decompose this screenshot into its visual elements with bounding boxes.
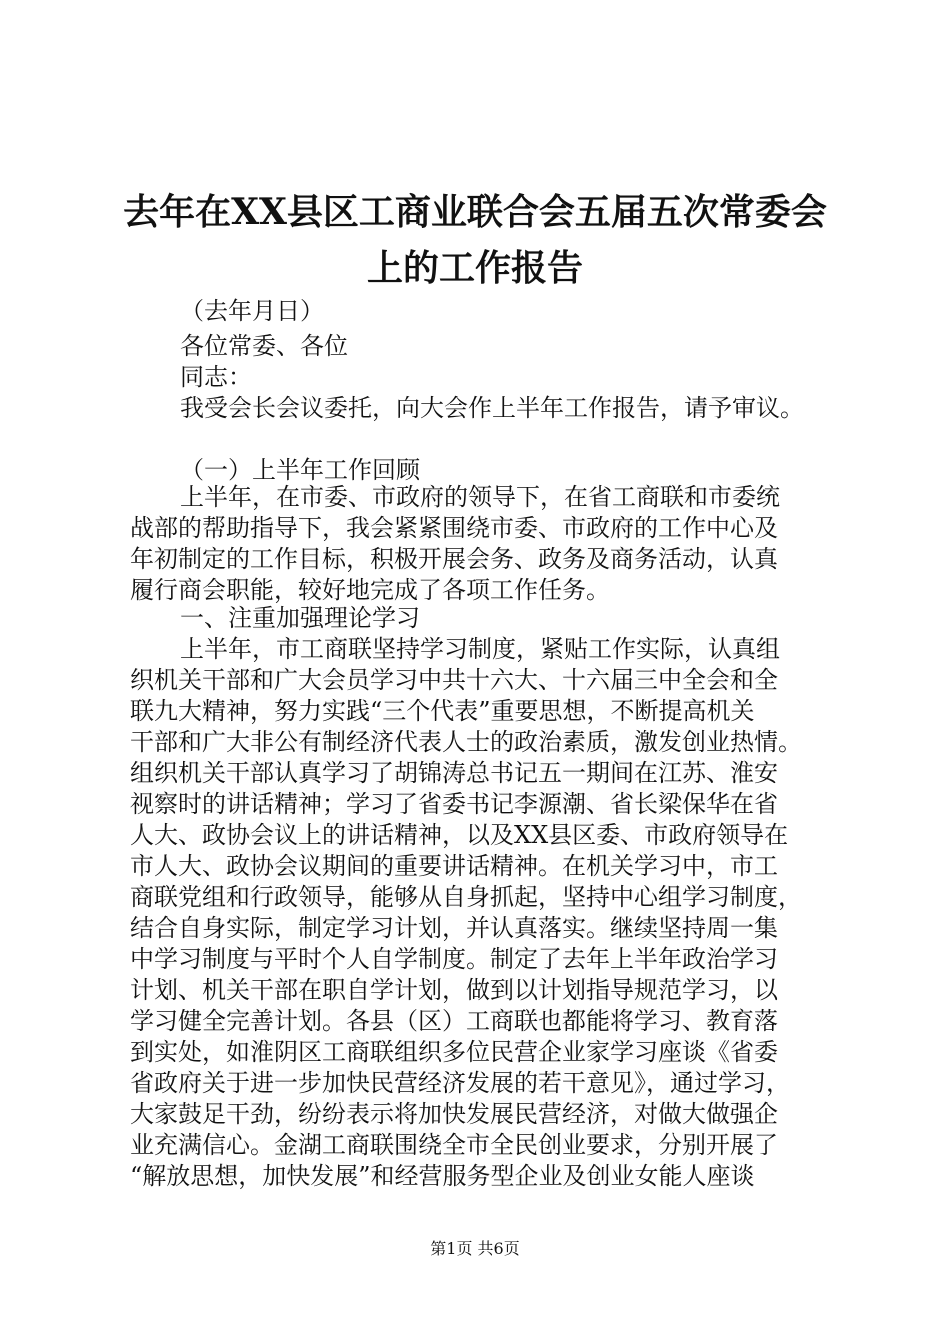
- document-title-line-1: 去年在XX县区工商业联合会五届五次常委会: [123, 191, 827, 233]
- paragraph-2-line: 计划、机关干部在职自学计划，做到以计划指导规范学习，以: [130, 976, 778, 1004]
- paragraph-2-line: 结合自身实际，制定学习计划，并认真落实。继续坚持周一集: [130, 914, 778, 942]
- salutation-line-1: 各位常委、各位: [180, 332, 348, 360]
- subheading-1: 一、注重加强理论学习: [180, 604, 420, 632]
- paragraph-2-line: 市人大、政协会议期间的重要讲话精神。在机关学习中，市工: [130, 852, 778, 880]
- paragraph-2-line: 到实处，如淮阴区工商联组织多位民营企业家学习座谈《省委: [130, 1038, 778, 1066]
- document-title-line-2: 上的工作报告: [366, 247, 583, 289]
- paragraph-2-line: 人大、政协会议上的讲话精神，以及XX县区委、市政府领导在: [130, 821, 789, 849]
- paragraph-2-line: 省政府关于进一步加快民营经济发展的若干意见》，通过学习，: [130, 1069, 790, 1097]
- intro-paragraph: 我受会长会议委托，向大会作上半年工作报告，请予审议。: [180, 394, 804, 422]
- paragraph-2-line: 大家鼓足干劲，纷纷表示将加快发展民营经济，对做大做强企: [130, 1100, 778, 1128]
- section-heading: （一）上半年工作回顾: [180, 456, 420, 484]
- paragraph-2-line: 中学习制度与平时个人自学制度。制定了去年上半年政治学习: [130, 945, 778, 973]
- paragraph-2-line: 上半年，市工商联坚持学习制度，紧贴工作实际，认真组: [180, 635, 780, 663]
- paragraph-2-line: 干部和广大非公有制经济代表人士的政治素质，激发创业热情。: [130, 728, 802, 756]
- paragraph-2-line: “解放思想，加快发展”和经营服务型企业及创业女能人座谈: [130, 1162, 755, 1190]
- paragraph-2-line: 织机关干部和广大会员学习中共十六大、十六届三中全会和全: [130, 666, 778, 694]
- paragraph-1-line: 年初制定的工作目标，积极开展会务、政务及商务活动，认真: [130, 545, 778, 573]
- paragraph-1-line: 战部的帮助指导下，我会紧紧围绕市委、市政府的工作中心及: [130, 514, 778, 542]
- paragraph-2-line: 联九大精神，努力实践“三个代表”重要思想，不断提高机关: [130, 697, 755, 725]
- paragraph-1-line: 履行商会职能，较好地完成了各项工作任务。: [130, 576, 610, 604]
- paragraph-2-line: 商联党组和行政领导，能够从自身抓起，坚持中心组学习制度，: [130, 883, 802, 911]
- paragraph-2-line: 组织机关干部认真学习了胡锦涛总书记五一期间在江苏、淮安: [130, 759, 778, 787]
- salutation-line-2: 同志：: [180, 363, 252, 391]
- page-indicator: 第1页 共6页: [430, 1239, 520, 1258]
- paragraph-2-line: 业充满信心。金湖工商联围绕全市全民创业要求，分别开展了: [130, 1131, 778, 1159]
- paragraph-2-line: 学习健全完善计划。各县（区）工商联也都能将学习、教育落: [130, 1007, 778, 1035]
- paragraph-1-line: 上半年，在市委、市政府的领导下，在省工商联和市委统: [180, 483, 780, 511]
- paragraph-2-line: 视察时的讲话精神；学习了省委书记李源潮、省长梁保华在省: [130, 790, 778, 818]
- date-line: （去年月日）: [180, 297, 324, 325]
